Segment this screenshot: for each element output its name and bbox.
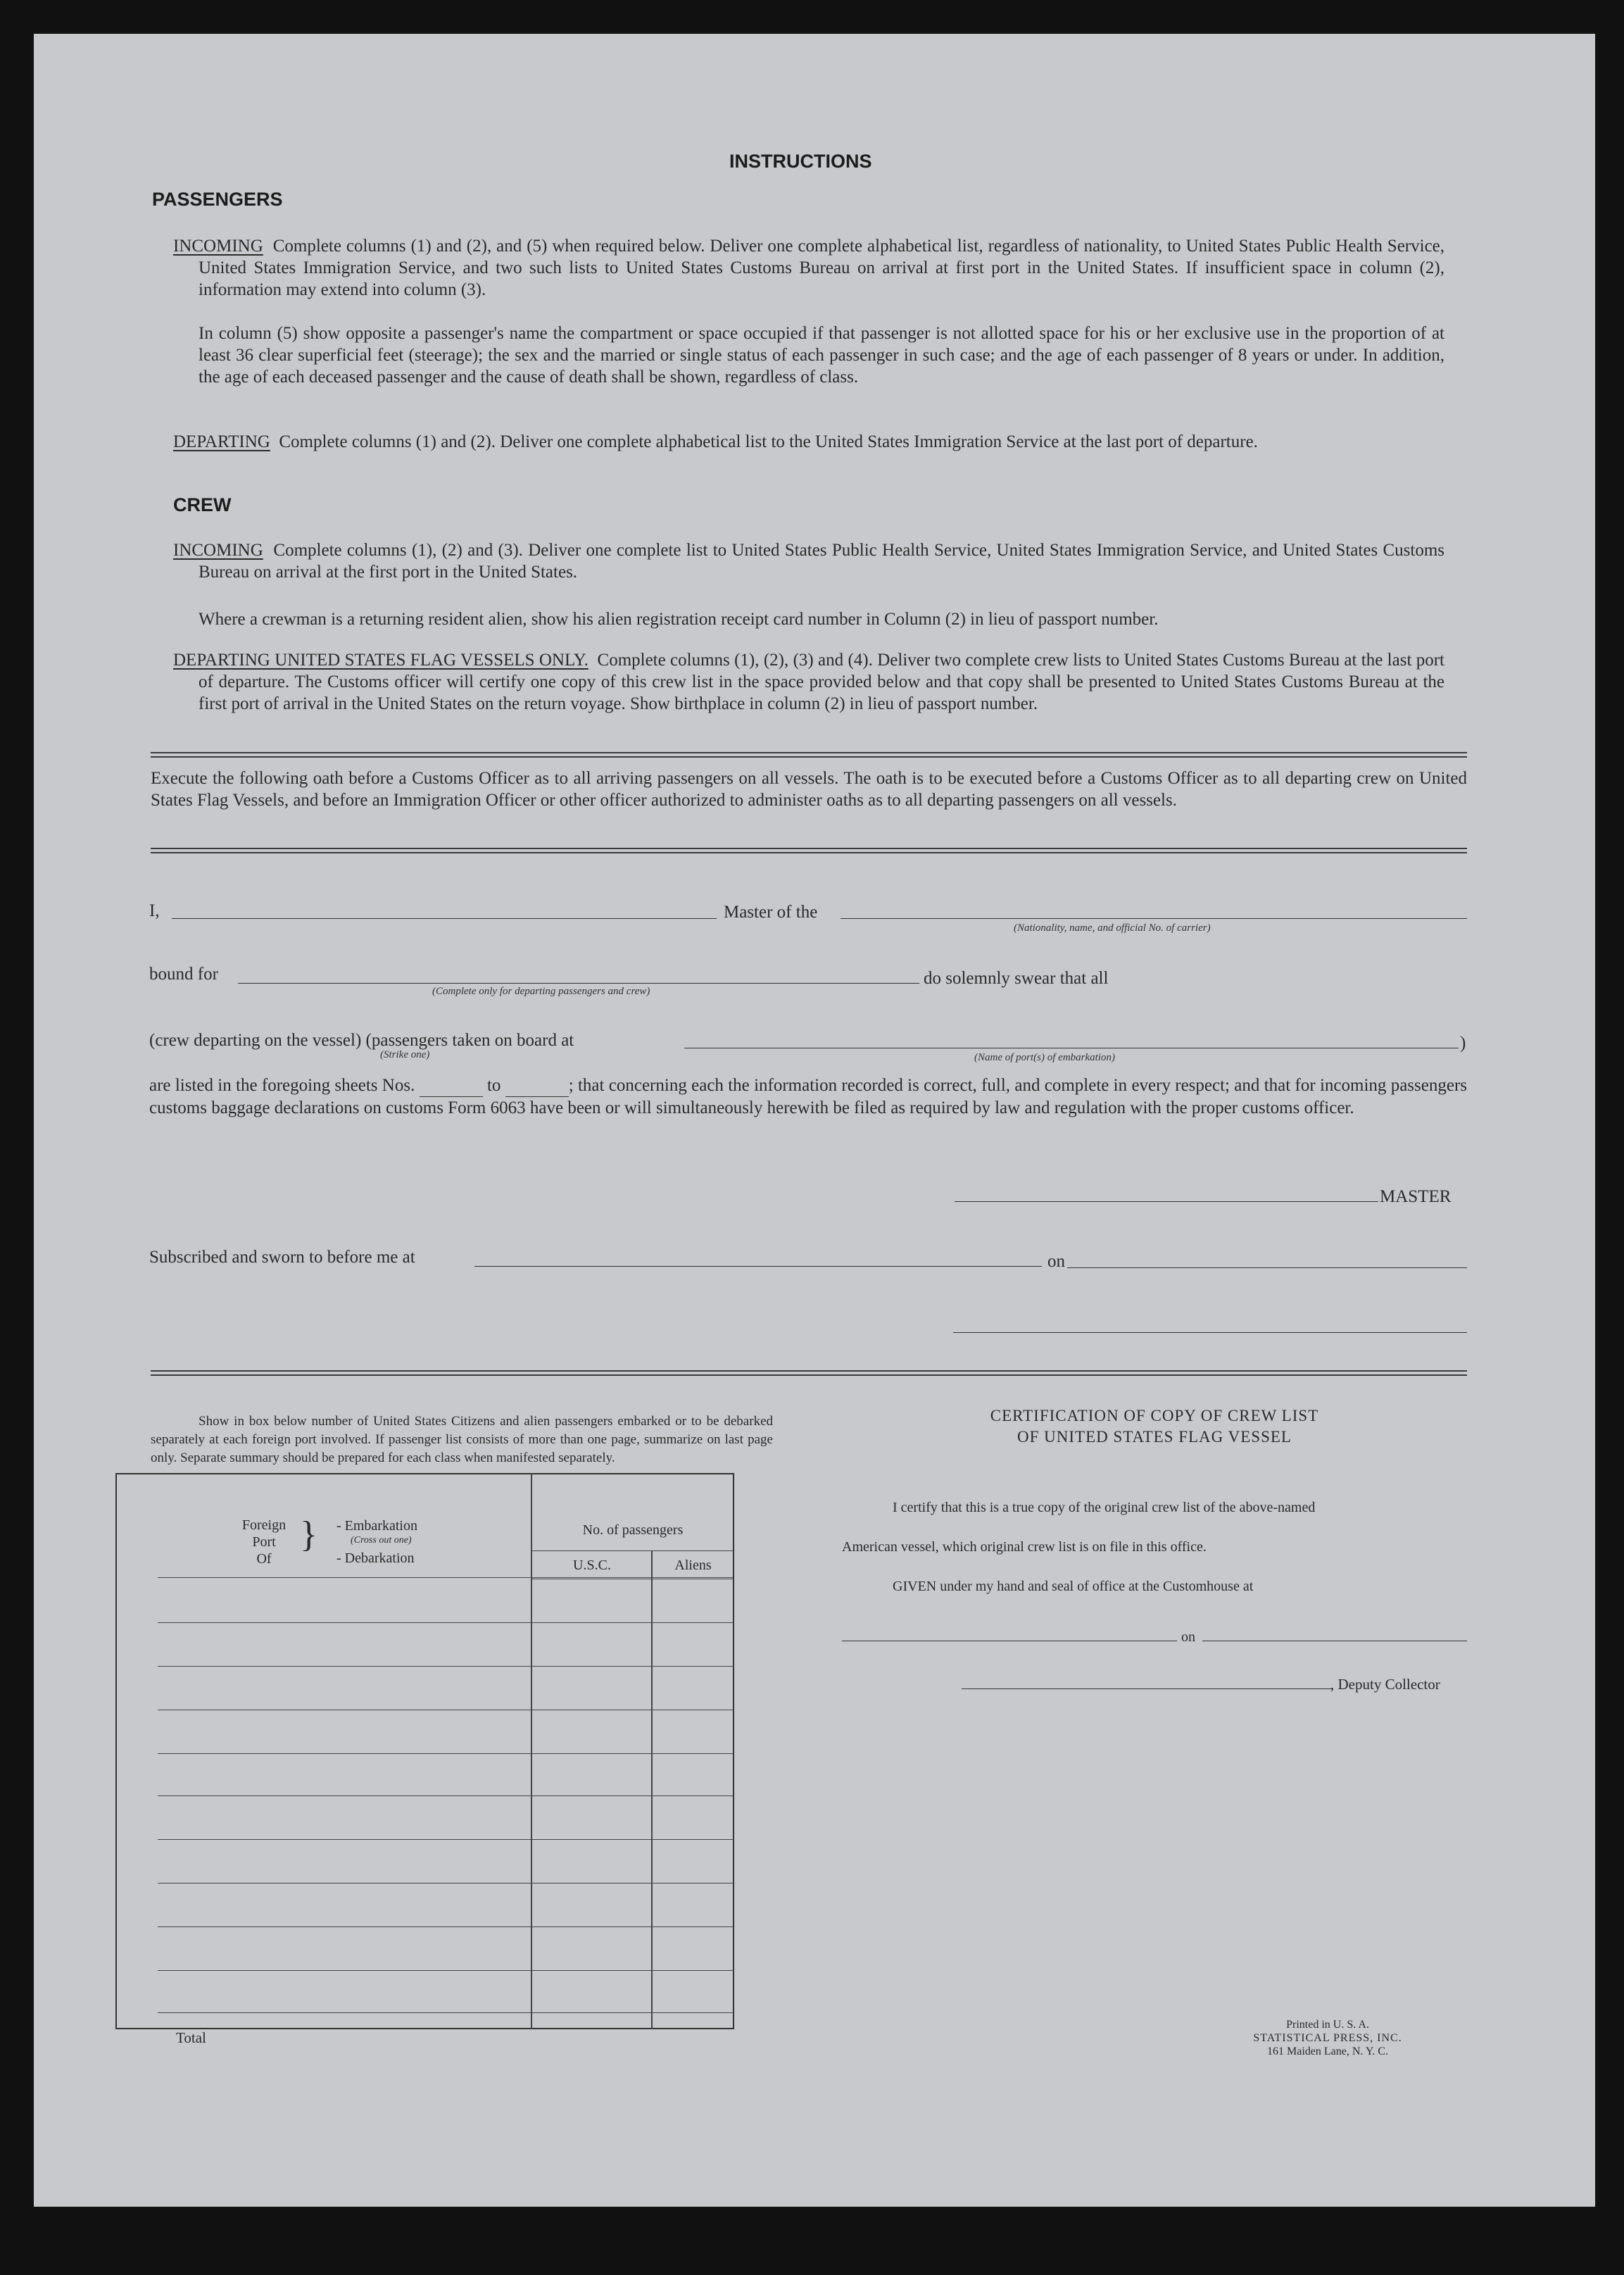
deputy-signature-field[interactable] <box>962 1688 1332 1689</box>
officer-signature-field[interactable] <box>953 1332 1467 1333</box>
divider <box>151 752 1467 753</box>
no-of-passengers-header: No. of passengers <box>582 1522 684 1538</box>
table-row <box>158 1622 734 1623</box>
certify-line1: I certify that this is a true copy of the original crew list of the above-named <box>893 1500 1316 1515</box>
total-label: Total <box>176 2029 206 2046</box>
embarkation-label: - Embarkation <box>336 1518 417 1534</box>
table-row <box>158 1926 734 1927</box>
departing-passengers-instruction <box>173 431 1444 453</box>
sworn-date-field[interactable] <box>1067 1267 1467 1268</box>
bound-for-field[interactable] <box>238 983 919 984</box>
box-instruction: Show in box below number of United States Citizens and alien passengers embarked or to be debarked separately at each foreign port involved. If passenger list consists of more than one page, summarize on last page only. Separate summary should be prepared for each class when manifested separately. <box>151 1414 773 1465</box>
master-name-field[interactable] <box>172 918 717 919</box>
listed-statement <box>149 1074 1467 1119</box>
printer-line1: Printed in U. S. A. <box>1286 2019 1369 2031</box>
usc-header: U.S.C. <box>573 1558 611 1573</box>
divider <box>151 756 1467 758</box>
table-row <box>158 1839 734 1840</box>
master-signature-field[interactable] <box>955 1201 1378 1202</box>
printer-imprint <box>1229 2018 1426 2058</box>
cert-on-label: on <box>1181 1629 1195 1645</box>
table-row <box>158 1666 734 1667</box>
table-row <box>158 1883 734 1884</box>
oath-i-label: I, <box>149 901 160 920</box>
carrier-field[interactable] <box>841 918 1467 919</box>
divider <box>151 1374 1467 1376</box>
table-row <box>158 1795 734 1796</box>
crew-departing-text: (crew departing on the vessel) (passengers taken on board at <box>149 1031 574 1050</box>
table-divider <box>532 1550 734 1551</box>
passenger-summary-table <box>115 1473 734 2029</box>
solemnly-swear-text: do solemnly swear that all <box>924 969 1109 988</box>
incoming-label: INCOMING <box>173 237 263 256</box>
nationality-caption: (Nationality, name, and official No. of carrier) <box>1014 922 1211 934</box>
divider <box>151 852 1467 853</box>
departing-us-flag-text: Complete columns (1), (2), (3) and (4). Deliver two complete crew lists to United States Customs Bureau at the last port of departure. The Customs officer will certify one copy of this crew list in the space provided below and that copy shall be presented to United States Customs Bureau at the first port of arrival in the United States on the return voyage. Show birthplace in column (2) in lieu of passport number. <box>199 651 1445 713</box>
aliens-header: Aliens <box>674 1558 712 1573</box>
given-text: GIVEN under my hand and seal of office at the Customhouse at <box>893 1579 1254 1594</box>
table-row <box>158 2012 734 2013</box>
column5-instruction: In column (5) show opposite a passenger's name the compartment or space occupied if that passenger is not allotted space for his or her exclusive use in the proportion of at least 36 clear superficial feet (steerage); the sex and the married or single status of each passenger in such case; and the age of each passenger of 8 years or under. In addition, the age of each deceased passenger and the cause of death shall be shown, regardless of class. <box>199 324 1444 387</box>
page-title: INSTRUCTIONS <box>729 151 872 172</box>
oath-on-label: on <box>1047 1252 1065 1271</box>
table-row <box>158 1970 734 1971</box>
certify-line2: American vessel, which original crew list is on file in this office. <box>842 1539 1207 1555</box>
to-label: to <box>486 1076 501 1095</box>
subscribed-label: Subscribed and sworn to before me at <box>149 1248 415 1267</box>
departing-us-flag-label: DEPARTING UNITED STATES FLAG VESSELS ONLY. <box>173 651 588 670</box>
port-label: Port <box>252 1534 276 1550</box>
certification-title <box>845 1405 1464 1448</box>
certification-title-line2: OF UNITED STATES FLAG VESSEL <box>1017 1428 1292 1446</box>
oath-instruction: Execute the following oath before a Customs Officer as to all arriving passengers on all vessels. The oath is to be executed before a Customs Officer as to all departing crew on United States Flag Vessels, and before an Immigration Officer or other officer authorized to administer oaths as to all departing passengers on all vessels. <box>151 769 1467 810</box>
divider <box>151 848 1467 849</box>
cross-out-caption: (Cross out one) <box>351 1535 412 1546</box>
departing-us-flag-instruction <box>173 649 1445 715</box>
master-label: MASTER <box>1380 1187 1452 1206</box>
divider <box>151 1370 1467 1372</box>
incoming-crew-label: INCOMING <box>173 541 263 560</box>
listed-start: are listed in the foregoing sheets Nos. <box>149 1076 415 1095</box>
sheet-from-field[interactable] <box>420 1074 483 1097</box>
of-label: Of <box>256 1551 272 1567</box>
crew-heading: CREW <box>173 494 232 515</box>
port-caption: (Name of port(s) of embarkation) <box>974 1052 1115 1063</box>
bound-caption: (Complete only for departing passengers and crew) <box>432 986 650 997</box>
incoming-crew-instruction <box>173 539 1445 583</box>
crewman-instruction: Where a crewman is a returning resident alien, show his alien registration receipt card number in Column (2) in lieu of passport number. <box>199 610 1159 629</box>
foreign-label: Foreign <box>241 1517 287 1533</box>
sworn-place-field[interactable] <box>474 1266 1042 1267</box>
close-paren: ) <box>1460 1034 1466 1053</box>
strike-one-caption: (Strike one) <box>380 1049 430 1060</box>
departing-passengers-text: Complete columns (1) and (2). Deliver one complete alphabetical list to the United States Immigration Service at the last port of departure. <box>279 432 1258 451</box>
passengers-heading: PASSENGERS <box>152 189 283 210</box>
incoming-passengers-instruction <box>173 235 1445 301</box>
printer-line3: 161 Maiden Lane, N. Y. C. <box>1267 2045 1388 2057</box>
sheet-to-field[interactable] <box>505 1074 569 1097</box>
brace-icon: } <box>300 1515 317 1555</box>
table-divider <box>531 1473 532 2029</box>
debarkation-label: - Debarkation <box>336 1550 415 1566</box>
incoming-passengers-text: Complete columns (1) and (2), and (5) when required below. Deliver one complete alphabetical list, regardless of nationality, to United States Public Health Service, United States Immigration Service, and two such lists to United States Customs Bureau on arrival at first port in the United States. If insufficient space in column (2), information may extend into column (3). <box>199 237 1445 299</box>
foreign-port-of-label <box>232 1517 296 1567</box>
bound-for-label: bound for <box>149 965 218 984</box>
listed-rest: ; that concerning each the information recorded is correct, full, and complete in every respect; and that for incoming passengers customs baggage declarations on customs Form 6063 have been or will simultaneously herewith be filed as required by law and regulation with the proper customs officer. <box>149 1076 1467 1117</box>
departing-label: DEPARTING <box>173 432 270 451</box>
deputy-collector-label: , Deputy Collector <box>1330 1676 1440 1693</box>
table-divider <box>158 1577 734 1578</box>
certification-title-line1: CERTIFICATION OF COPY OF CREW LIST <box>990 1407 1319 1424</box>
printer-line2: STATISTICAL PRESS, INC. <box>1253 2032 1402 2044</box>
table-row <box>158 1753 734 1754</box>
master-of-the-label: Master of the <box>724 903 818 922</box>
incoming-crew-text: Complete columns (1), (2) and (3). Deliver one complete list to United States Public Health Service, United States Immigration Service, and United States Customs Bureau on arrival at the first port in the United States. <box>199 541 1445 582</box>
